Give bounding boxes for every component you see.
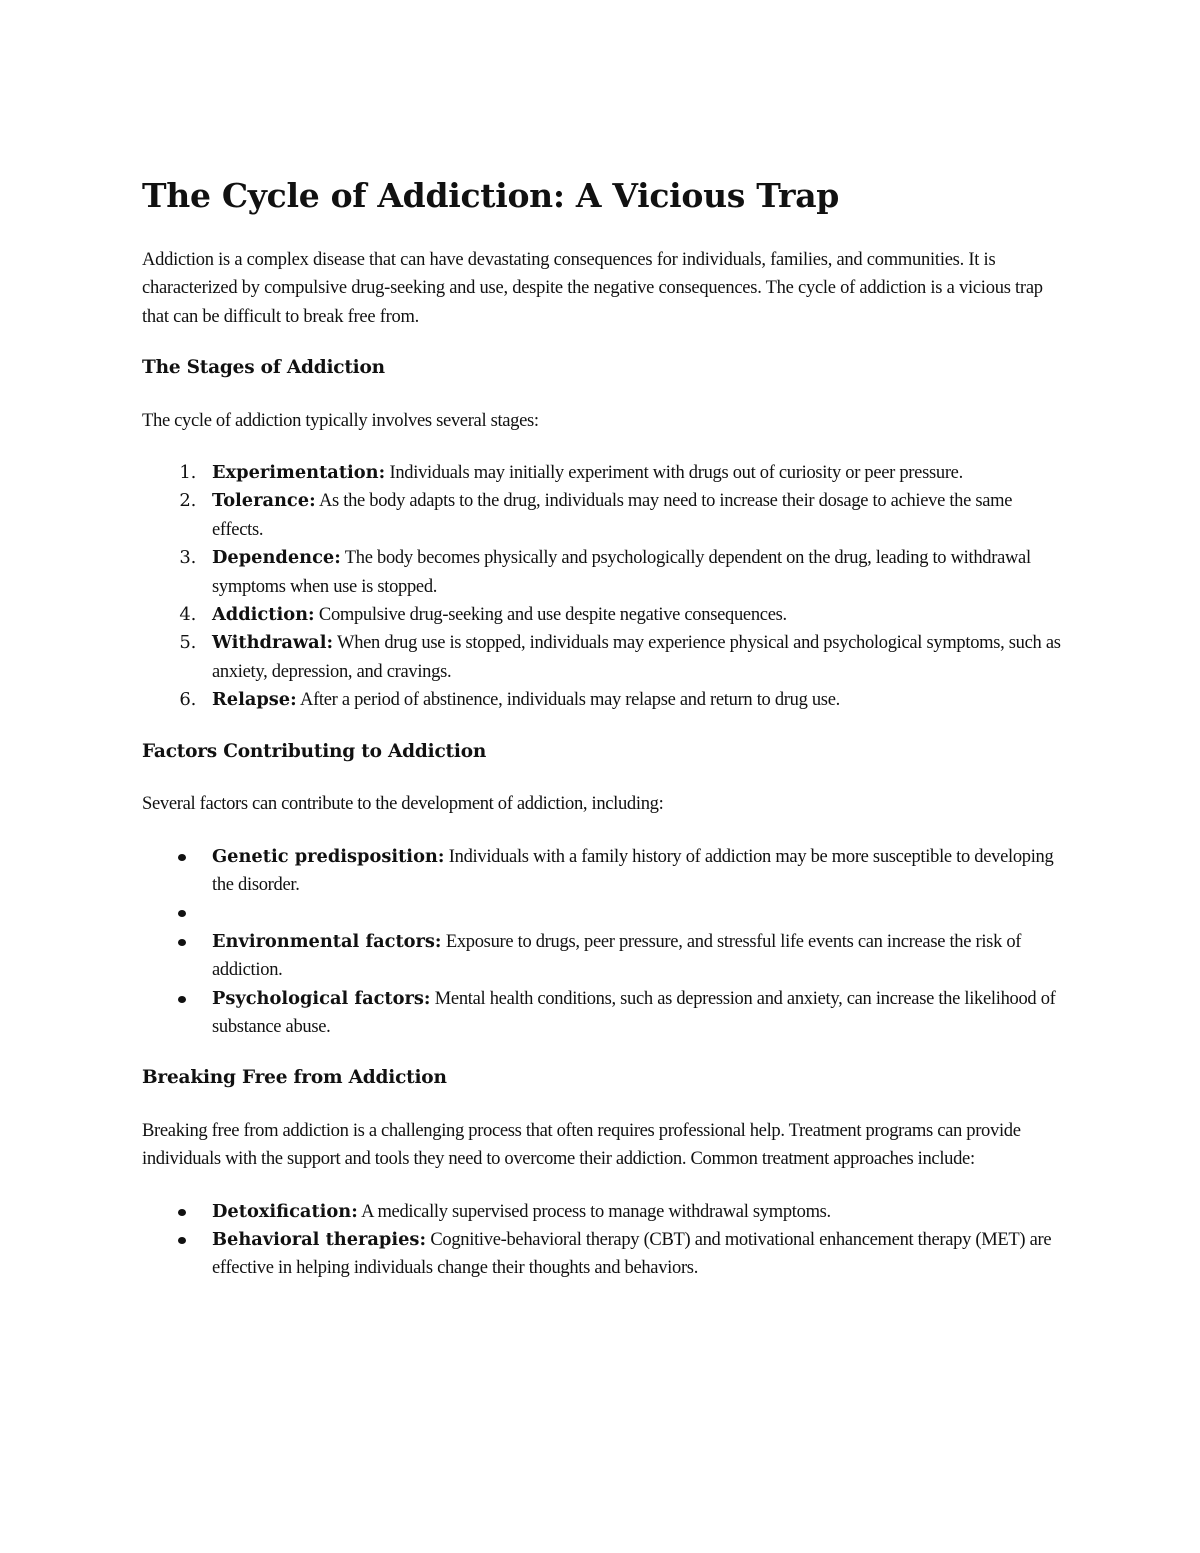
list-item	[142, 1226, 1062, 1283]
stages-list	[142, 459, 1062, 715]
list-item-text: A medically supervised process to manage withdrawal symptoms.	[357, 1201, 831, 1222]
list-number: 2.	[179, 490, 196, 512]
list-number: 1.	[179, 462, 196, 484]
list-item-text: Individuals with a family history of addiction may be more susceptible to developing the disorder.	[212, 846, 1054, 895]
list-item-text: Compulsive drug-seeking and use despite negative consequences.	[314, 605, 787, 626]
list-item	[142, 629, 1062, 686]
section-lead-stages: The cycle of addiction typically involves several stages:	[142, 409, 539, 431]
list-number: 6.	[179, 689, 196, 711]
list-item-separator: :	[290, 689, 297, 711]
bullet-icon	[178, 1209, 186, 1216]
bullet-icon	[178, 1237, 186, 1244]
list-item-separator: :	[378, 462, 386, 484]
bullet-icon	[178, 939, 186, 946]
list-item-term: Experimentation	[212, 462, 379, 484]
bullet-icon	[178, 996, 186, 1003]
section-heading-stages: The Stages of Addiction	[142, 357, 385, 379]
list-item-separator: :	[423, 987, 431, 1009]
list-item-text: Exposure to drugs, peer pressure, and stressful life events can increase the risk of addiction.	[212, 931, 1022, 981]
list-item-separator: :	[437, 845, 445, 867]
list-item-separator: :	[334, 547, 341, 569]
list-item	[142, 601, 1062, 629]
list-item-term: Withdrawal	[212, 632, 327, 654]
document-body	[142, 172, 1062, 1283]
list-item-term: Dependence	[212, 547, 335, 569]
bullet-icon	[178, 854, 186, 861]
list-item-text: Mental health conditions, such as depression and anxiety, can increase the likelihood of substance abuse.	[212, 988, 1056, 1037]
section-lead-factors: Several factors can contribute to the development of addiction, including:	[142, 793, 664, 815]
list-item-term: Psychological factors	[212, 987, 424, 1009]
list-item-separator: :	[434, 930, 442, 952]
list-item-text: After a period of abstinence, individuals may relapse and return to drug use.	[296, 690, 840, 711]
list-item	[142, 1198, 1062, 1226]
list-item-term: Detoxification	[212, 1200, 352, 1222]
list-item	[142, 487, 1062, 544]
list-number: 3.	[179, 547, 196, 569]
section-lead-breaking-free: Breaking free from addiction is a challenging process that often requires professional help. Treatment programs can provide individuals with the support and tools they need to overcome their addiction. Common treatment approaches include:	[142, 1119, 1021, 1170]
section-heading-breaking-free: Breaking Free from Addiction	[142, 1067, 447, 1089]
list-item-term: Environmental factors	[212, 930, 435, 952]
list-item-text: As the body adapts to the drug, individuals may need to increase their dosage to achieve the same effects.	[212, 491, 1013, 540]
treatment-list	[142, 1198, 1062, 1283]
list-item-text: When drug use is stopped, individuals may experience physical and psychological symptoms, such as anxiety, depression, and cravings.	[212, 633, 1061, 682]
list-item-term: Genetic predisposition	[212, 845, 438, 867]
list-item-text: Individuals may initially experiment with drugs out of curiosity or peer pressure.	[385, 463, 963, 484]
factors-list	[142, 843, 1062, 1042]
bullet-icon	[178, 910, 186, 917]
list-item-term: Behavioral therapies	[212, 1228, 420, 1250]
list-item-text: The body becomes physically and psychologically dependent on the drug, leading to withdrawal symptoms when use is stopped.	[212, 548, 1031, 597]
list-item-separator: :	[309, 490, 316, 512]
list-item-term: Relapse	[212, 689, 291, 711]
list-item-separator: :	[419, 1228, 427, 1250]
list-number: 4.	[179, 604, 196, 626]
list-item	[142, 985, 1062, 1042]
list-item-text: Cognitive-behavioral therapy (CBT) and motivational enhancement therapy (MET) are effective in helping individuals change their thoughts and behaviors.	[212, 1229, 1052, 1279]
list-item	[142, 544, 1062, 601]
page-title: The Cycle of Addiction: A Vicious Trap	[142, 176, 840, 215]
list-item	[142, 459, 1062, 487]
list-item-separator: :	[326, 632, 334, 654]
intro-paragraph: Addiction is a complex disease that can have devastating consequences for individuals, families, and communities. It is characterized by compulsive drug-seeking and use, despite the negative consequences. The cycle of addiction is a vicious trap that can be difficult to break free from.	[142, 250, 1043, 327]
list-item-separator: :	[308, 604, 315, 626]
list-item	[142, 686, 1062, 714]
list-item-term: Addiction	[212, 604, 308, 626]
list-item-separator: :	[351, 1200, 358, 1222]
list-item	[142, 843, 1062, 900]
list-item	[142, 928, 1062, 985]
list-number: 5.	[179, 632, 196, 654]
section-heading-factors: Factors Contributing to Addiction	[142, 740, 487, 762]
list-item-term: Tolerance	[212, 490, 310, 512]
list-item-empty	[142, 899, 1062, 927]
